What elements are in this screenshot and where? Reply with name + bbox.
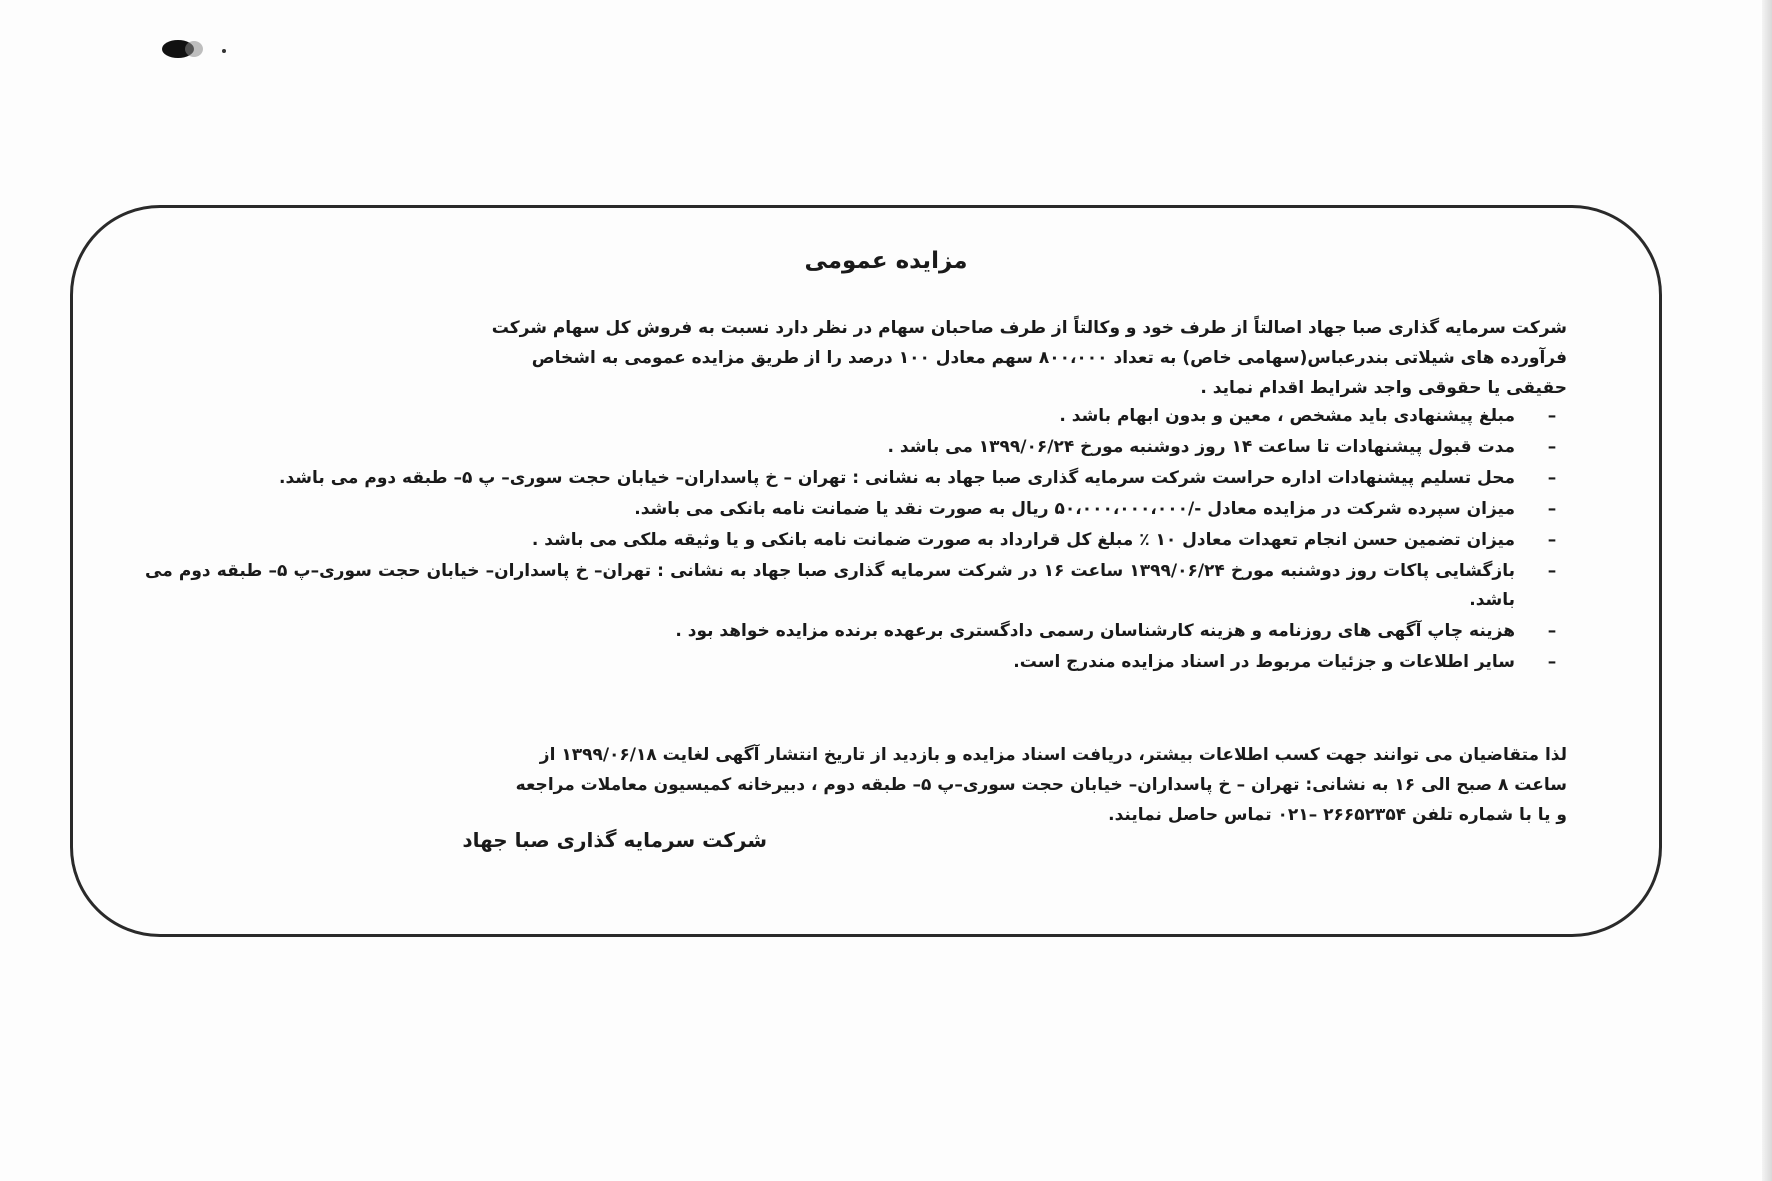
condition-item [145,495,1567,524]
condition-text: محل تسلیم پیشنهادات اداره حراست شرکت سرمایه گذاری صبا جهاد به نشانی : تهران – خ پاسداران– خیابان حجت سوری– پ ۵– طبقه دوم می باشد. [279,468,1515,488]
intro-line: حقیقی یا حقوقی واجد شرایط اقدام نماید . [1200,378,1567,398]
condition-item [145,557,1567,615]
condition-text: هزینه چاپ آگهی های روزنامه و هزینه کارشناسان رسمی دادگستری برعهده برنده مزایده خواهد بود . [675,621,1515,641]
scan-edge-shadow [1762,0,1772,1181]
closing-paragraph [145,740,1567,830]
bullet-dash: – [1547,437,1557,457]
bullet-dash: – [1547,406,1557,426]
condition-item [145,433,1567,462]
condition-text: میزان تضمین حسن انجام تعهدات معادل ۱۰ ٪ مبلغ کل قرارداد به صورت ضمانت نامه بانکی و یا وثیقه ملکی می باشد . [531,530,1515,550]
condition-item [145,617,1567,646]
bullet-dash: – [1547,561,1557,581]
condition-item [145,526,1567,555]
condition-item [145,402,1567,431]
intro-line: فرآورده های شیلاتی بندرعباس(سهامی خاص) به تعداد ۸۰۰،۰۰۰ سهم معادل ۱۰۰ درصد را از طریق مزایده عمومی به اشخاص [531,348,1567,368]
condition-item [145,648,1567,677]
bullet-dash: – [1547,652,1557,672]
condition-item [145,464,1567,493]
condition-text: مدت قبول پیشنهادات تا ساعت ۱۴ روز دوشنبه مورخ ۱۳۹۹/۰۶/۲۴ می باشد . [887,437,1515,457]
punch-mark-icon [160,38,230,60]
intro-paragraph [145,313,1567,403]
bullet-dash: – [1547,468,1557,488]
condition-text: سایر اطلاعات و جزئیات مربوط در اسناد مزایده مندرج است. [1013,652,1515,672]
condition-text: بازگشایی پاکات روز دوشنبه مورخ ۱۳۹۹/۰۶/۲۴ ساعت ۱۶ در شرکت سرمایه گذاری صبا جهاد به نشانی : تهران– خ پاسداران– خیابان حجت سوری–پ ۵– طبقه دوم می باشد. [145,561,1515,610]
bullet-dash: – [1547,621,1557,641]
closing-line: لذا متقاضیان می توانند جهت کسب اطلاعات بیشتر، دریافت اسناد مزایده و بازدید از تاریخ انتشار آگهی لغایت ۱۳۹۹/۰۶/۱۸ از [539,745,1567,765]
company-signature: شرکت سرمایه گذاری صبا جهاد [462,828,767,852]
closing-line: ساعت ۸ صبح الی ۱۶ به نشانی: تهران – خ پاسداران– خیابان حجت سوری–پ ۵– طبقه دوم ، دبیرخانه کمیسیون معاملات مراجعه [515,775,1567,795]
bullet-dash: – [1547,530,1557,550]
closing-line: و یا با شماره تلفن ۲۶۶۵۲۳۵۴ –۰۲۱ تماس حاصل نمایند. [1108,805,1567,825]
condition-text: مبلغ پیشنهادی باید مشخص ، معین و بدون ابهام باشد . [1059,406,1515,426]
notice-title: مزایده عمومی [804,248,968,274]
bullet-dash: – [1547,499,1557,519]
intro-line: شرکت سرمایه گذاری صبا جهاد اصالتاً از طرف خود و وکالتاً از طرف صاحبان سهام در نظر دارد نسبت به فروش کل سهام شرکت [491,318,1567,338]
condition-text: میزان سپرده شرکت در مزایده معادل -/۵۰،۰۰۰،۰۰۰،۰۰۰ ریال به صورت نقد یا ضمانت نامه بانکی می باشد. [634,499,1515,519]
conditions-list [145,402,1567,679]
